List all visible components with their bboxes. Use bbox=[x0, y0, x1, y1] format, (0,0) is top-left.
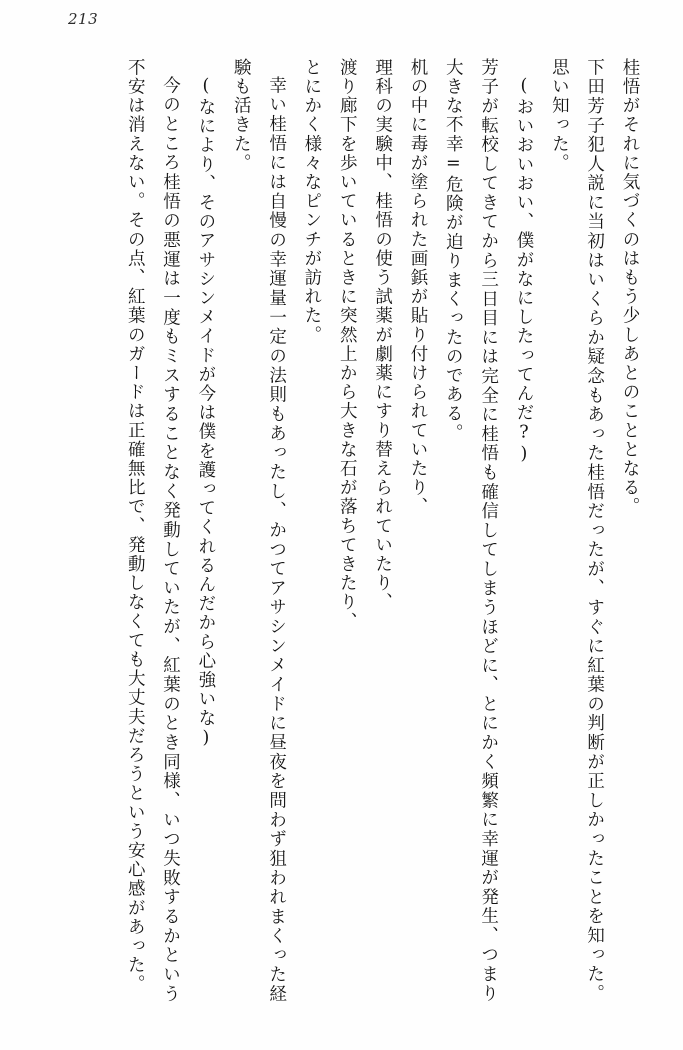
page-number: 213 bbox=[68, 10, 99, 28]
paragraph: 理科の実験中、桂悟の使う試薬が劇薬にすり替えられていたり、 bbox=[372, 58, 393, 612]
paragraph: 芳子が転校してきてから三日目には完全に桂悟も確信してしまうほどに、とにかく頻繁に幸運が発生、つまり大きな不幸=危険が迫りまくったのである。 bbox=[443, 58, 499, 1003]
paragraph: 下田芳子犯人説に当初はいくらか疑念もあった桂悟だったが、すぐに紅葉の判断が正しかったことを知った。思い知った。 bbox=[549, 58, 605, 1003]
page-body-text bbox=[40, 58, 647, 1003]
paragraph: 机の中に毒が塗られた画鋲が貼り付けられていたり、 bbox=[407, 58, 428, 517]
paragraph: (おいおいおい、僕がなにしたってんだ?) bbox=[513, 75, 534, 465]
paragraph: 幸い桂悟には自慢の幸運量一定の法則もあったし、かつてアサシンメイドに昼夜を問わず狙われまくった経験も活きた。 bbox=[231, 58, 287, 1003]
paragraph: 桂悟がそれに気づくのはもう少しあとのこととなる。 bbox=[620, 58, 640, 517]
paragraph: 渡り廊下を歩いているときに突然上から大きな石が落ちてきたり、 bbox=[337, 58, 358, 631]
paragraph: とにかく様々なピンチが訪れた。 bbox=[301, 58, 322, 345]
paragraph: 今のところ桂悟の悪運は一度もミスすることなく発動していたが、紅葉のとき同様、いつ失敗するかという不安は消えない。その点、紅葉のガードは正確無比で、発動しなくても大丈夫だろうという安心感があった。 bbox=[125, 58, 181, 1003]
paragraph: (なにより、そのアサシンメイドが今は僕を護ってくれるんだから心強いな) bbox=[195, 75, 216, 749]
